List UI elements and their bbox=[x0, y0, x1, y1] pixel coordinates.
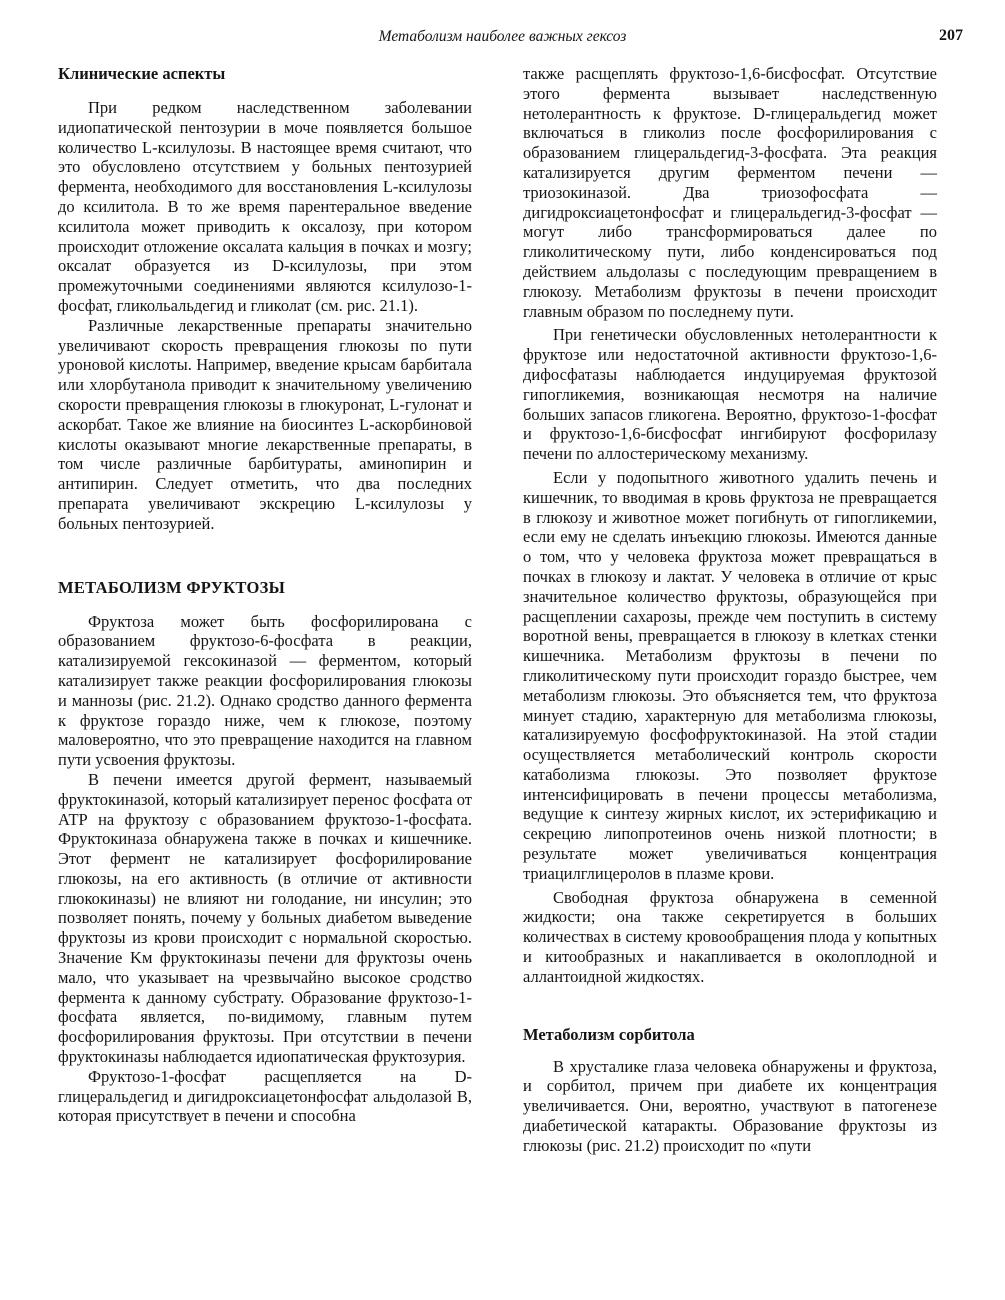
paragraph-intolerance: При генетически обусловленных нетолерантности к фруктозе или недостаточной активности фруктозо-1,6-дифосфатазы наблюдается индуцируемая фруктозой гипогликемия, возникающая несмотря на наличие больших запасов гликогена. Вероятно, фруктозо-1-фосфат и фруктозо-1,6-бисфосфат ингибируют фосфорилазу печени по аллостерическому механизму. bbox=[523, 325, 937, 464]
paragraph-liver-removal: Если у подопытного животного удалить печень и кишечник, то вводимая в кровь фруктоза не превращается в глюкозу и животное может погибнуть от гипогликемии, если ему не сделать инъекцию глюкозы. Имеются данные о том, что у человека фруктоза может превращаться в почках в глюкозу и лактат. У человека в отличие от крыс значительное количество фруктозы, образующейся при расщеплении сахарозы, прежде чем поступить в систему воротной вены, превращается в глюкозу в клетках стенки кишечника. Метаболизм фруктозы в печени по гликолитическому пути происходит гораздо быстрее, чем метаболизм глюкозы. Это объясняется тем, что фруктоза минует стадию, характерную для метаболизма глюкозы, катализируемую фосфофруктокиназой. На этой стадии осуществляется метаболический контроль скорости катаболизма глюкозы. Это позволяет фруктозе интенсифицировать в печени процессы метаболизма, ведущие к синтезу жирных кислот, их эстерификацию и секрецию липопротеинов очень низкой плотности; в результате может увеличиваться концентрация триацилглицеролов в плазме крови. bbox=[523, 467, 937, 883]
right-column bbox=[523, 64, 937, 1156]
paragraph-aldolase-b: Фруктозо-1-фосфат расщепляется на D-глицеральдегид и дигидроксиацетонфосфат альдолазой В, которая присутствует в печени и способна bbox=[58, 1066, 472, 1126]
running-header bbox=[0, 28, 1005, 50]
paragraph-drugs: Различные лекарственные препараты значительно увеличивают скорость превращения глюкозы по пути уроновой кислоты. Например, введение крысам барбитала или хлорбутанола приводит к значительному увеличению скорости превращения глюкозы в глюкуронат, L-гулонат и аскорбат. Такое же влияние на биосинтез L-аскорбиновой кислоты оказывают многие лекарственные препараты, в том числе различные барбитураты, аминопирин и антипирин. Следует отметить, что два последних препарата увеличивают экскрецию L-ксилулозы у больных пентозурией. bbox=[58, 315, 472, 533]
left-column bbox=[58, 64, 472, 1126]
paragraph-sorbitol: В хрусталике глаза человека обнаружены и фруктоза, и сорбитол, причем при диабете их концентрация увеличивается. Они, вероятно, участвуют в патогенезе диабетической катаракты. Образование фруктозы из глюкозы (рис. 21.2) происходит по «пути bbox=[523, 1056, 937, 1155]
paragraph-hexokinase: Фруктоза может быть фосфорилирована с образованием фруктозо-6-фосфата в реакции, катализируемой гексокиназой — ферментом, который катализирует также реакции фосфорилирования глюкозы и маннозы (рис. 21.2). Однако сродство данного фермента к фруктозе гораздо ниже, чем к глюкозе, поэтому маловероятно, что это превращение находится на главном пути усвоения фруктозы. bbox=[58, 611, 472, 770]
paragraph-free-fructose: Свободная фруктоза обнаружена в семенной жидкости; она также секретируется в больших количествах в систему кровообращения плода у копытных и китообразных и накапливается в околоплодной и аллантоидной жидкостях. bbox=[523, 887, 937, 986]
heading-fructose-metabolism: МЕТАБОЛИЗМ ФРУКТОЗЫ bbox=[58, 577, 286, 597]
heading-clinical-aspects: Клинические аспекты bbox=[58, 64, 226, 83]
heading-sorbitol-metabolism: Метаболизм сорбитола bbox=[523, 1024, 695, 1044]
running-title: Метаболизм наиболее важных гексоз bbox=[378, 28, 627, 45]
paragraph-pentosuria: При редком наследственном заболевании идиопатической пентозурии в моче появляется большое количество L-ксилулозы. В настоящее время считают, что это обусловлено отсутствием у больных пентозурией фермента, необходимого для восстановления L-ксилулозы до ксилитола. В то же время парентеральное введение ксилитола может приводить к оксалозу, при котором происходит отложение оксалата кальция в почках и мозгу; оксалат образуется из D-ксилулозы, при этом промежуточными соединениями являются ксилулозо-1-фосфат, гликольальдегид и гликолат (см. рис. 21.1). bbox=[58, 98, 472, 315]
page-number: 207 bbox=[939, 27, 963, 44]
paragraph-continuation: также расщеплять фруктозо-1,6-бисфосфат. Отсутствие этого фермента вызывает наследственную нетолерантность к фруктозе. D-глицеральдегид может включаться в гликолиз после фосфорилирования с образованием глицеральдегид-3-фосфата. Эта реакция катализируется другим ферментом печени — триозокиназой. Два триозофосфата — дигидроксиацетонфосфат и глицеральдегид-3-фосфат — могут либо трансформироваться далее по гликолитическому пути, либо конденсироваться под действием альдолазы с последующим превращением в глюкозу. Метаболизм фруктозы в печени происходит главным образом по последнему пути. bbox=[523, 64, 937, 321]
paragraph-fructokinase: В печени имеется другой фермент, называемый фруктокиназой, который катализирует перенос фосфата от АТР на фруктозу с образованием фруктозо-1-фосфата. Фруктокиназа обнаружена также в почках и кишечнике. Этот фермент не катализирует фосфорилирование глюкозы, на его активность (в отличие от активности глюкокиназы) не влияют ни голодание, ни инсулин; это позволяет понять, почему у больных диабетом выведение фруктозы из крови происходит с нормальной скоростью. Значение Kм фруктокиназы печени для фруктозы очень мало, что указывает на чрезвычайно высокое сродство фермента к данному субстрату. Образование фруктозо-1-фосфата является, по-видимому, главным путем фосфорилирования фруктозы. При отсутствии в печени фруктокиназы наблюдается идиопатическая фруктозурия. bbox=[58, 769, 472, 1067]
